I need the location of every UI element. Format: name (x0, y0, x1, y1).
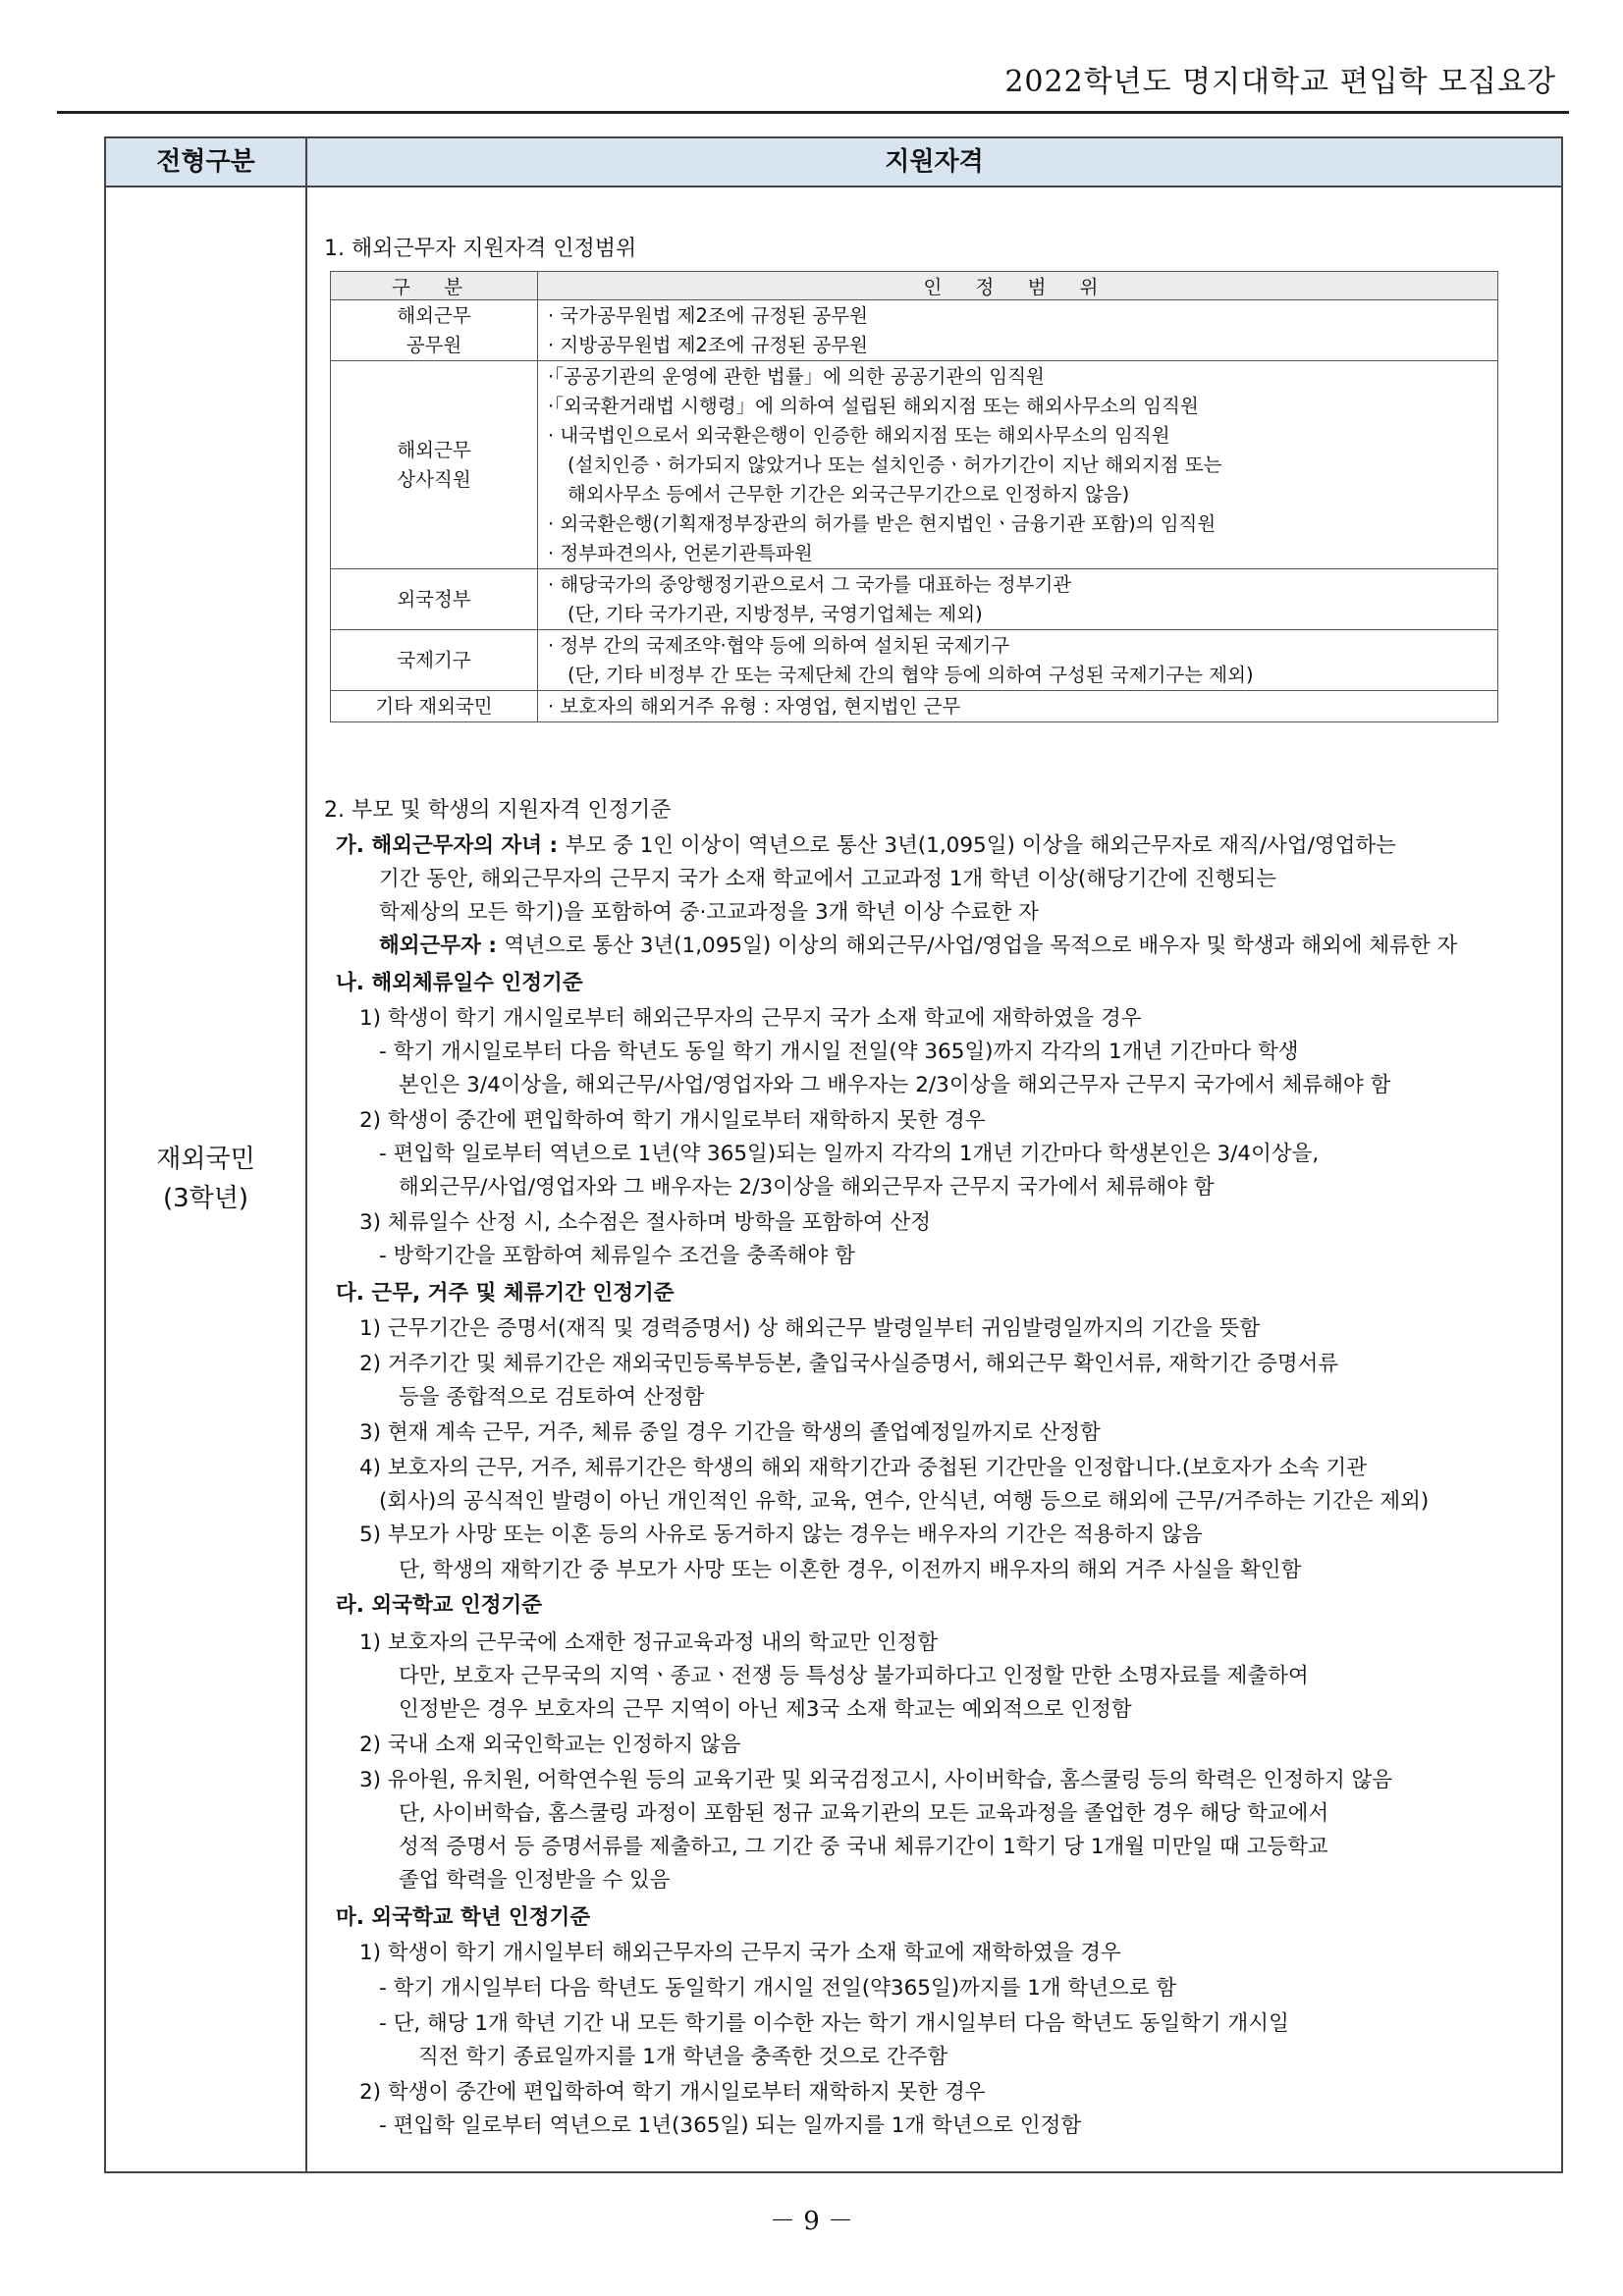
line-text: 본인은 3/4이상을, 해외근무/사업/영업자와 그 배우자는 2/3이상을 해외근무자 근무지 국가에서 체류해야 함 (399, 1073, 1391, 1097)
body-line (379, 1035, 1299, 1065)
body-line (379, 862, 1276, 892)
line-text: 단, 사이버학습, 홈스쿨링 과정이 포함된 정규 교육기관의 모든 교육과정을 졸업한 경우 해당 학교에서 (399, 1801, 1329, 1826)
line-text: 기간 동안, 해외근무자의 근무지 국가 소재 학교에서 고교과정 1개 학년 이상(해당기간에 진행되는 (379, 867, 1277, 891)
row-category: 외국정부 (331, 569, 538, 630)
body-line (379, 1971, 1176, 2002)
subsection-ga-title (336, 828, 1396, 859)
body-line (379, 2006, 1289, 2037)
line-text: 2) 국내 소재 외국인학교는 인정하지 않음 (359, 1733, 741, 1757)
row-items: · 해당국가의 중앙행정기관으로서 그 국가를 대표하는 정부기관 (단, 기타 국가기관, 지방정부, 국영기업체는 제외) (538, 569, 1498, 630)
line-text: - 편입학 일로부터 역년으로 1년(365일) 되는 일까지를 1개 학년으로 인정함 (379, 2113, 1082, 2138)
line-text: 등을 종합적으로 검토하여 산정함 (399, 1385, 705, 1410)
body-line (399, 1692, 1132, 1723)
subsection-na-title (336, 966, 583, 996)
line-text: 인정받은 경우 보호자의 근무 지역이 아닌 제3국 소재 학교는 예외적으로 인정함 (399, 1697, 1132, 1722)
line-text: 2) 학생이 중간에 편입학하여 학기 개시일로부터 재학하지 못한 경우 (359, 2080, 986, 2105)
line-text: 해외근무/사업/영업자와 그 배우자는 2/3이상을 해외근무자 근무지 국가에서 체류해야 함 (399, 1175, 1215, 1200)
row-items: · 보호자의 해외거주 유형 : 자영업, 현지법인 근무 (538, 691, 1498, 722)
header-divider (57, 111, 1569, 114)
line-text: 3) 체류일수 산정 시, 소수점은 절사하며 방학을 포함하여 산정 (359, 1210, 932, 1235)
body-line (359, 1626, 938, 1656)
category-cell (106, 1140, 305, 1218)
body-line (379, 1484, 1429, 1515)
body-line (359, 1347, 1338, 1377)
table-row (331, 300, 1498, 361)
category-name: 재외국민 (156, 1145, 255, 1174)
line-text: - 편입학 일로부터 역년으로 1년(약 365일)되는 일까지 각각의 1개년 기간마다 학생본인은 3/4이상을, (379, 1142, 1320, 1166)
body-line (379, 1239, 855, 1269)
body-line (379, 929, 1457, 959)
body-line (399, 1863, 671, 1894)
body-line (359, 1415, 1101, 1446)
line-text: 2) 거주기간 및 체류기간은 재외국민등록부등본, 출입국사실증명서, 해외근무 확인서류, 재학기간 증명서류 (359, 1352, 1339, 1376)
table-row (331, 361, 1498, 569)
body-line (359, 2075, 986, 2106)
row-category: 해외근무 상사직원 (331, 361, 538, 569)
line-text: (회사)의 공식적인 발령이 아닌 개인적인 유학, 교육, 연수, 안식년, 여행 등으로 해외에 근무/거주하는 기간은 제외) (379, 1489, 1430, 1514)
body-line (379, 2109, 1081, 2139)
line-text: 마. 외국학교 학년 인정기준 (336, 1905, 591, 1930)
row-category: 해외근무 공무원 (331, 300, 538, 361)
body-line (379, 895, 1039, 926)
line-text: 해외근무자 : (379, 934, 505, 958)
body-line (399, 1796, 1328, 1827)
inner-header-category: 구 분 (331, 272, 538, 300)
body-line (399, 1170, 1215, 1201)
line-text: 단, 학생의 재학기간 중 부모가 사망 또는 이혼한 경우, 이전까지 배우자의 해외 거주 사실을 확인함 (399, 1558, 1302, 1582)
line-text: 1) 학생이 학기 개시일부터 해외근무자의 근무지 국가 소재 학교에 재학하였을 경우 (359, 1941, 1121, 1965)
subsection-ma-title (336, 1900, 590, 1931)
line-text: 다. 근무, 거주 및 체류기간 인정기준 (336, 1281, 675, 1306)
row-category: 국제기구 (331, 630, 538, 691)
body-line (359, 1518, 1203, 1548)
line-text: 3) 현재 계속 근무, 거주, 체류 중일 경우 기간을 학생의 졸업예정일까지로 산정함 (359, 1420, 1101, 1445)
body-line (399, 1068, 1390, 1098)
line-text: 1) 학생이 학기 개시일로부터 해외근무자의 근무지 국가 소재 학교에 재학하였을 경우 (359, 1006, 1142, 1031)
line-text: - 학기 개시일로부터 다음 학년도 동일 학기 개시일 전일(약 365일)까지 각각의 1개년 기간마다 학생 (379, 1040, 1299, 1064)
recognition-range-table (330, 271, 1498, 722)
subsection-ra-title (336, 1588, 542, 1619)
subsection-da-title (336, 1276, 675, 1307)
row-items: · 정부 간의 국제조약·협약 등에 의하여 설치된 국제기구 (단, 기타 비정부 간 또는 국제단체 간의 협약 등에 의하여 구성된 국제기구는 제외) (538, 630, 1498, 691)
line-text-rest: 부모 중 1인 이상이 역년으로 통산 3년(1,095일) 이상을 해외근무자로 재직/사업/영업하는 (565, 833, 1396, 858)
line-text: 5) 부모가 사망 또는 이혼 등의 사유로 동거하지 않는 경우는 배우자의 기간은 적용하지 않음 (359, 1522, 1203, 1547)
line-text: 1) 보호자의 근무국에 소재한 정규교육과정 내의 학교만 인정함 (359, 1630, 939, 1655)
table-header-row (106, 138, 1561, 187)
line-text: 1) 근무기간은 증명서(재직 및 경력증명서) 상 해외근무 발령일부터 귀임발령일까지의 기간을 뜻함 (359, 1316, 1261, 1341)
line-text: 3) 유아원, 유치원, 어학연수원 등의 교육기관 및 외국검정고시, 사이버학습, 홈스쿨링 등의 학력은 인정하지 않음 (359, 1768, 1393, 1792)
body-line (359, 1728, 741, 1758)
line-text: 2) 학생이 중간에 편입학하여 학기 개시일로부터 재학하지 못한 경우 (359, 1108, 986, 1133)
body-line (359, 1205, 931, 1236)
line-text: 졸업 학력을 인정받을 수 있음 (399, 1868, 671, 1893)
category-grade: (3학년) (162, 1184, 249, 1213)
line-text: 직전 학기 종료일까지를 1개 학년을 충족한 것으로 간주함 (418, 2045, 948, 2069)
body-line (359, 1103, 986, 1134)
body-line (399, 1380, 704, 1411)
section2-title: 2. 부모 및 학생의 지원자격 인정기준 (324, 798, 672, 823)
row-category: 기타 재외국민 (331, 691, 538, 722)
header-category: 전형구분 (156, 147, 255, 177)
body-line (379, 1137, 1319, 1167)
row-items: · 국가공무원법 제2조에 규정된 공무원 · 지방공무원법 제2조에 규정된 공무원 (538, 300, 1498, 361)
table-row (331, 691, 1498, 722)
inner-table-header (331, 272, 1498, 300)
line-text: 나. 해외체류일수 인정기준 (336, 971, 583, 995)
table-row (331, 569, 1498, 630)
body-line (359, 1311, 1260, 1342)
line-text: 학제상의 모든 학기)을 포함하여 중·고교과정을 3개 학년 이상 수료한 자 (379, 900, 1039, 925)
line-text: 성적 증명서 등 증명서류를 제출하고, 그 기간 중 국내 체류기간이 1학기 당 1개월 미만일 때 고등학교 (399, 1835, 1328, 1859)
body-line (359, 1763, 1392, 1793)
column-divider (305, 138, 307, 2171)
line-text: 가. 해외근무자의 자녀 : (336, 833, 566, 858)
line-text: - 방학기간을 포함하여 체류일수 조건을 충족해야 함 (379, 1244, 855, 1268)
line-text: 다만, 보호자 근무국의 지역ㆍ종교ㆍ전쟁 등 특성상 불가피하다고 인정할 만한 소명자료를 제출하여 (399, 1664, 1309, 1688)
page-header-title: 2022학년도 명지대학교 편입학 모집요강 (1004, 65, 1556, 99)
body-line (418, 2040, 947, 2070)
inner-header-range: 인 정 범 위 (538, 272, 1498, 300)
row-items: ·「공공기관의 운영에 관한 법률」에 의한 공공기관의 임직원 ·「외국환거래법 시행령」에 의하여 설립된 해외지점 또는 해외사무소의 임직원 · 내국법인으로서 외국환은행이 인증한 해외지점 또는 해외사무소의 임직원 (설치인증ㆍ허가되지 않았거나 또는 설치인증ㆍ허가기간이 지난 해외지점 또는 해외사무소 등에서 근무한 기간은 외국근무기간으로 인정하지 않음) · 외국환은행(기획재정부장관의 허가를 받은 현지법인ㆍ금융기관 포함)의 임직원 · 정부파견의사, 언론기관특파원 (538, 361, 1498, 569)
line-text: - 학기 개시일부터 다음 학년도 동일학기 개시일 전일(약365일)까지를 1개 학년으로 함 (379, 1976, 1177, 2001)
line-text: 4) 보호자의 근무, 거주, 체류기간은 학생의 해외 재학기간과 중첩된 기간만을 인정합니다.(보호자가 소속 기관 (359, 1456, 1368, 1480)
body-line (359, 1936, 1121, 1966)
body-line (399, 1659, 1309, 1689)
line-text: 라. 외국학교 인정기준 (336, 1593, 543, 1618)
line-text: - 단, 해당 1개 학년 기간 내 모든 학기를 이수한 자는 학기 개시일부터 다음 학년도 동일학기 개시일 (379, 2011, 1289, 2036)
table-row (331, 630, 1498, 691)
body-line (359, 1001, 1142, 1032)
section1-title: 1. 해외근무자 지원자격 인정범위 (324, 237, 637, 261)
line-text-rest: 역년으로 통산 3년(1,095일) 이상의 해외근무/사업/영업을 목적으로 배우자 및 학생과 해외에 체류한 자 (504, 934, 1458, 958)
body-line (359, 1451, 1367, 1481)
body-line (399, 1830, 1328, 1860)
header-qualification: 지원자격 (885, 147, 984, 177)
page-number: － 9 － (769, 2207, 854, 2236)
body-line (399, 1553, 1301, 1583)
